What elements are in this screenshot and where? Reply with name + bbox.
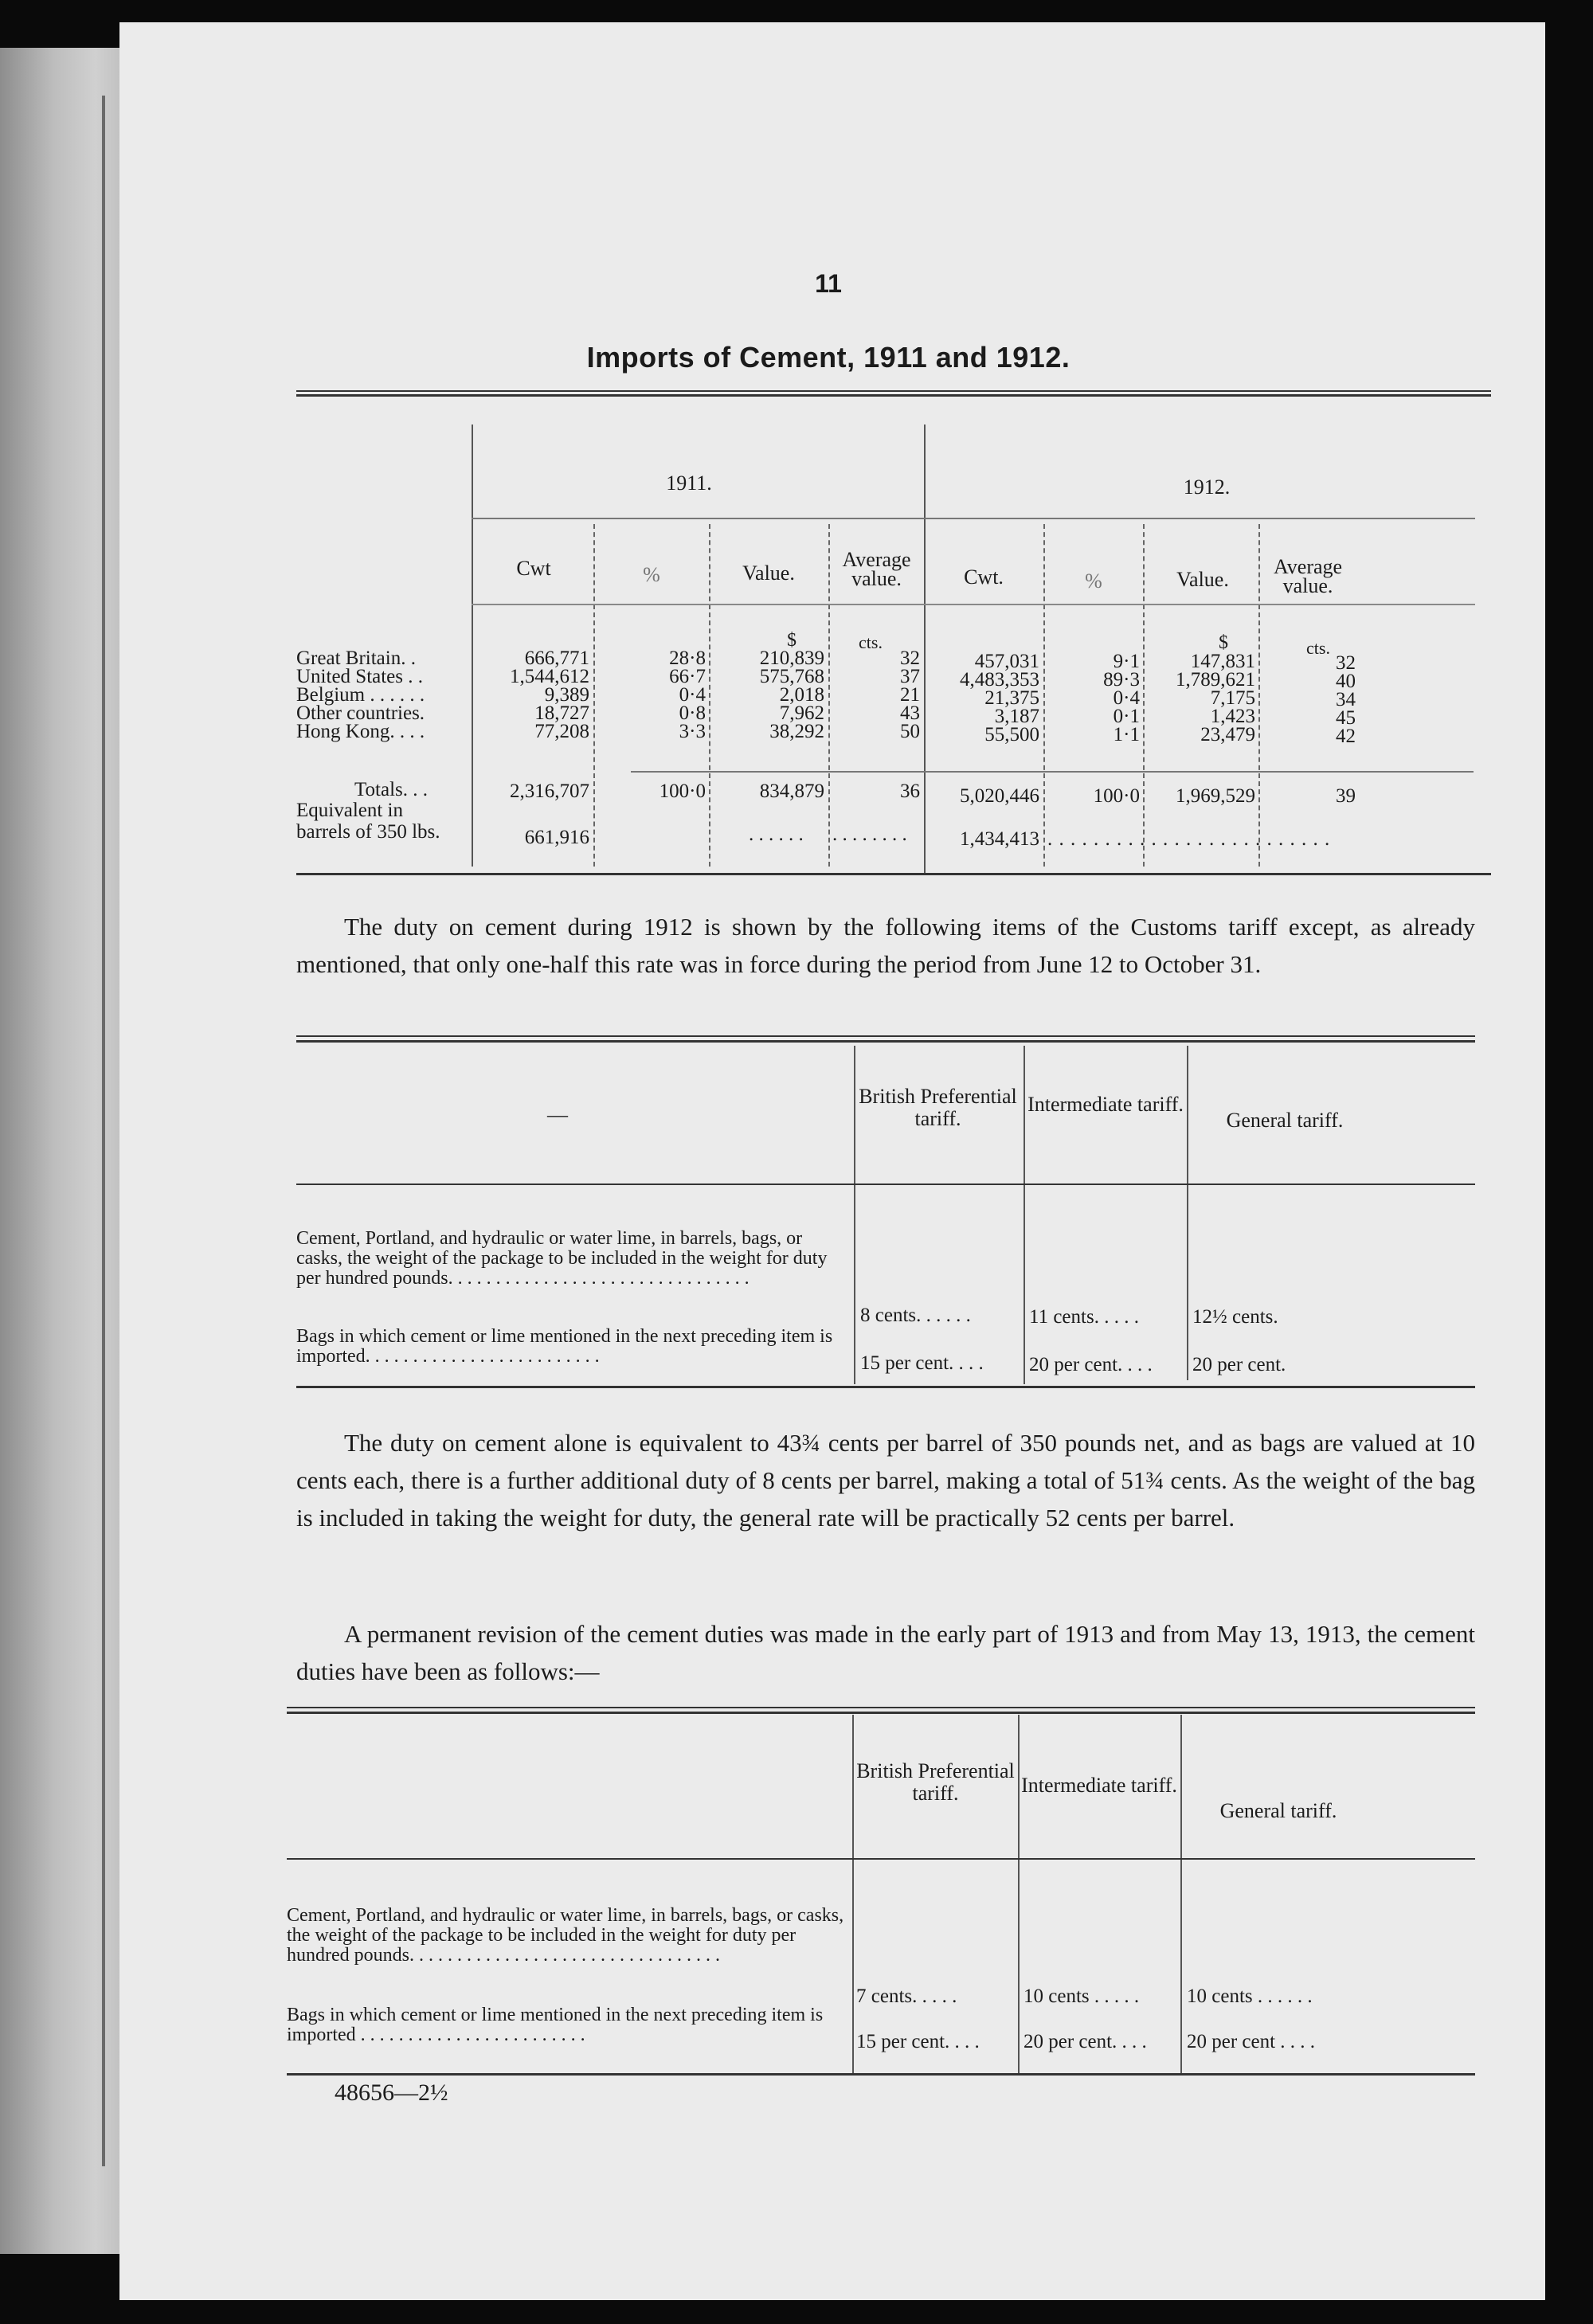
totals-cwt-1912: 5,020,446 — [960, 785, 1039, 807]
table-row-country: Belgium . . . . . . — [296, 684, 425, 706]
table-cell-pct-1912: 1·1 — [1113, 724, 1140, 745]
tariff1-row-bags-description: Bags in which cement or lime mentioned in the next preceding item is imported. . . . . . . . . . . . . . . . . . . . . . . . . — [296, 1326, 833, 1367]
table-cell-avg-1911: 43 — [900, 702, 920, 724]
table-cell-value-1912: 147,831 — [1190, 651, 1255, 672]
unit-dollar-1912: $ — [1219, 632, 1228, 653]
table-cell-cwt-1911: 77,208 — [534, 721, 589, 742]
table-cell-avg-1912: 34 — [1336, 689, 1356, 710]
tariff1-row-cement-intermediate: 11 cents. . . . . — [1029, 1306, 1139, 1328]
table-cell-cwt-1912: 3,187 — [994, 706, 1039, 727]
table-cell-pct-1912: 89·3 — [1103, 669, 1140, 691]
header2-british-preferential: British Preferential tariff. — [856, 1759, 1015, 1805]
table-cell-pct-1912: 9·1 — [1113, 651, 1140, 672]
table-cell-value-1912: 1,789,621 — [1176, 669, 1255, 691]
table-cell-pct-1911: 28·8 — [669, 648, 706, 669]
unit-cents-1912: cts. — [1306, 638, 1330, 658]
totals-value-1911: 834,879 — [759, 781, 824, 802]
table-cell-cwt-1911: 1,544,612 — [510, 666, 589, 687]
stub-header: — — [547, 1103, 568, 1126]
equivalent-leader-1912: . . . . . . . . . . . . . . . . . . . . . . . . . — [1047, 828, 1331, 850]
col-header-pct-1912: % — [1085, 569, 1102, 593]
tariff1-row-bags-intermediate: 20 per cent. . . . — [1029, 1354, 1153, 1375]
totals-avg-1911: 36 — [900, 781, 920, 802]
totals-label: Totals. . . — [354, 779, 428, 800]
tariff1-row-bags-british: 15 per cent. . . . — [860, 1352, 984, 1374]
table-cell-value-1911: 575,768 — [759, 666, 824, 687]
equivalent-barrels-1911: 661,916 — [524, 827, 589, 848]
totals-pct-1911: 100·0 — [659, 781, 706, 802]
totals-pct-1912: 100·0 — [1093, 785, 1140, 807]
table-cell-value-1911: 2,018 — [779, 684, 824, 706]
col-header-avg-1912: Average value. — [1273, 555, 1343, 597]
table-cell-value-1912: 7,175 — [1210, 687, 1255, 709]
col-header-value-1912: Value. — [1176, 568, 1229, 591]
table-cell-value-1912: 1,423 — [1210, 706, 1255, 727]
table-cell-value-1911: 7,962 — [779, 702, 824, 724]
table-cell-avg-1911: 37 — [900, 666, 920, 687]
col-header-pct-1911: % — [643, 563, 660, 586]
table-cell-avg-1911: 50 — [900, 721, 920, 742]
year-header-1911: 1911. — [666, 471, 712, 495]
tariff1-row-cement-general: 12½ cents. — [1192, 1306, 1278, 1328]
equivalent-leader-value-1911: . . . . . . — [749, 824, 804, 845]
table-cell-avg-1911: 21 — [900, 684, 920, 706]
header-general: General tariff. — [1226, 1109, 1344, 1132]
table-cell-cwt-1912: 55,500 — [984, 724, 1039, 745]
tariff2-row-cement-british: 7 cents. . . . . — [856, 1986, 957, 2007]
document-page — [119, 22, 1545, 2300]
header2-intermediate: Intermediate tariff. — [1021, 1774, 1177, 1797]
table-cell-cwt-1912: 457,031 — [974, 651, 1039, 672]
tariff1-row-cement-description: Cement, Portland, and hydraulic or water lime, in barrels, bags, or casks, the weight of the package to be included in the weight for duty per hundred pounds. . . . . . . . . . . . . . . . . . . . . . . . . . . . . . . . — [296, 1228, 828, 1289]
table-cell-cwt-1912: 21,375 — [984, 687, 1039, 709]
table-cell-pct-1911: 3·3 — [679, 721, 706, 742]
page-title: Imports of Cement, 1911 and 1912. — [586, 341, 1070, 374]
unit-dollar-1911: $ — [787, 630, 796, 651]
table-cell-cwt-1911: 666,771 — [524, 648, 589, 669]
page-number: 11 — [815, 269, 842, 298]
col-header-avg-1911: Average value. — [842, 548, 911, 590]
equivalent-barrels-1912: 1,434,413 — [960, 828, 1039, 850]
table-cell-avg-1912: 42 — [1336, 726, 1356, 747]
table-cell-value-1912: 23,479 — [1200, 724, 1255, 745]
table-cell-pct-1911: 66·7 — [669, 666, 706, 687]
tariff2-row-bags-intermediate: 20 per cent. . . . — [1024, 2031, 1147, 2052]
tariff2-row-bags-british: 15 per cent. . . . — [856, 2031, 980, 2052]
col-header-value-1911: Value. — [742, 561, 795, 585]
header-intermediate: Intermediate tariff. — [1027, 1093, 1184, 1116]
tariff2-row-cement-general: 10 cents . . . . . . — [1187, 1986, 1313, 2007]
binding-edge — [102, 96, 105, 2166]
tariff2-row-bags-general: 20 per cent . . . . — [1187, 2031, 1316, 2052]
table-cell-avg-1911: 32 — [900, 648, 920, 669]
totals-value-1912: 1,969,529 — [1176, 785, 1255, 807]
tariff1-row-bags-general: 20 per cent. — [1192, 1354, 1286, 1375]
equivalent-leader-avg-1911: . . . . . . . . — [832, 824, 907, 845]
table-cell-value-1911: 38,292 — [769, 721, 824, 742]
tariff2-row-cement-intermediate: 10 cents . . . . . — [1024, 1986, 1140, 2007]
col-header-cwt-1912: Cwt. — [964, 565, 1004, 589]
tariff1-row-cement-british: 8 cents. . . . . . — [860, 1305, 971, 1326]
table-cell-cwt-1911: 9,389 — [544, 684, 589, 706]
unit-cents-1911: cts. — [859, 632, 883, 652]
table-cell-avg-1912: 32 — [1336, 652, 1356, 674]
paragraph-1912-duty: The duty on cement during 1912 is shown by the following items of the Customs tariff except, as already mentioned, that only one-half this rate was in force during the period from June 12 to October 31. — [296, 913, 1475, 978]
header-british-preferential: British Preferential tariff. — [859, 1085, 1017, 1130]
table-cell-pct-1911: 0·4 — [679, 684, 706, 706]
table-row-country: Other countries. — [296, 702, 425, 724]
table-cell-cwt-1912: 4,483,353 — [960, 669, 1039, 691]
table-cell-cwt-1911: 18,727 — [534, 702, 589, 724]
table-cell-avg-1912: 40 — [1336, 671, 1356, 692]
table-cell-value-1911: 210,839 — [759, 648, 824, 669]
paragraph-duty-equivalent: The duty on cement alone is equivalent to 43¾ cents per barrel of 350 pounds net, and as bags are valued at 10 cents each, there is a further additional duty of 8 cents per barrel, making a total of 51¾ cents. As the weight of the bag is included in taking the weight for duty, the general rate will be practically 52 cents per barrel. — [296, 1429, 1475, 1532]
year-header-1912: 1912. — [1183, 475, 1231, 499]
equivalent-label-line1: Equivalent in — [296, 800, 403, 821]
print-code-footer: 48656—2½ — [335, 2079, 448, 2106]
col-header-cwt-1911: Cwt — [516, 557, 551, 580]
table-cell-pct-1912: 0·1 — [1113, 706, 1140, 727]
table-row-country: United States . . — [296, 666, 424, 687]
table-row-country: Hong Kong. . . . — [296, 721, 425, 742]
header2-general: General tariff. — [1219, 1799, 1337, 1822]
totals-avg-1912: 39 — [1336, 785, 1356, 807]
equivalent-label-line2: barrels of 350 lbs. — [296, 821, 440, 843]
totals-cwt-1911: 2,316,707 — [510, 781, 589, 802]
table-cell-pct-1912: 0·4 — [1113, 687, 1140, 709]
tariff2-row-cement-description: Cement, Portland, and hydraulic or water lime, in barrels, bags, or casks, the weight of the package to be included in the weight for duty per hundred pounds. . . . . . . . . . . . . . . . . . . . . . . . . . . . . . . . . — [287, 1905, 844, 1966]
table-cell-avg-1912: 45 — [1336, 707, 1356, 729]
table-cell-pct-1911: 0·8 — [679, 702, 706, 724]
paragraph-revision-1913: A permanent revision of the cement duties was made in the early part of 1913 and from May 13, 1913, the cement duties have been as follows:— — [296, 1620, 1475, 1685]
table-row-country: Great Britain. . — [296, 648, 416, 669]
tariff2-row-bags-description: Bags in which cement or lime mentioned in the next preceding item is imported . . . . . . . . . . . . . . . . . . . . . . . . — [287, 2005, 824, 2045]
